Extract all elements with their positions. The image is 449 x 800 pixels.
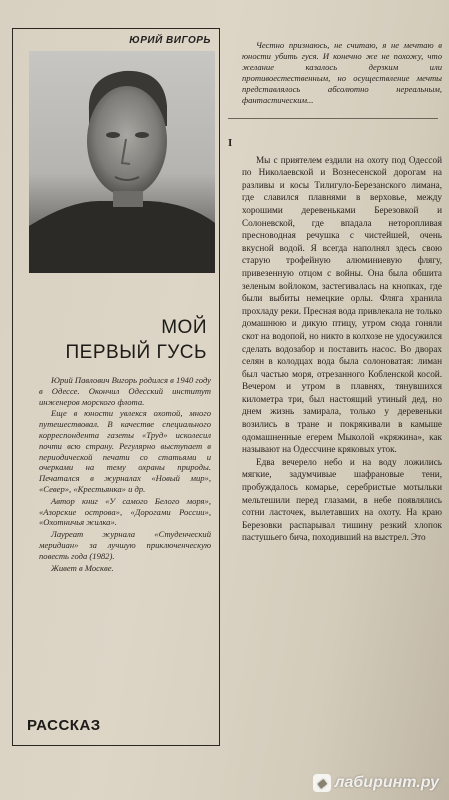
epigraph	[242, 40, 442, 106]
body-paragraph: Едва вечерело небо и на воду ложились мягкие, задумчивые шафрановые тени, пробуждалось комарье, серебристые мотыльки мельтешили перед глазами, в небе появлялись сотни ласточек, вылетавших на охоту. На краю Березовки распарывал тишину резкий хлопок пастушьего бича, походивший на выстрел. Это	[242, 456, 442, 543]
author-panel	[12, 28, 220, 746]
bio-paragraph: Еще в юности увлекся охотой, много путешествовал. В качестве специального корреспондента газеты «Труд» исколесил почти всю страну. Регулярно выступает в периодической печати со статьями и очерками на тему охраны природы. Печатался в журналах «Новый мир», «Север», «Крестьянка» и др.	[39, 408, 211, 494]
body-paragraph: Мы с приятелем ездили на охоту под Одессой по Николаевской и Вознесенской дорогам на разливы и косы Тилигуло-Березанского лимана, где славился плавнями в верховье, между хорошими деревеньками Березовкой и Солоневской, где впадала неторопливая пресноводная речушка с чистейшей, очень вкусной водой. Я всегда наполнял здесь свою старую трофейную алюминиевую флягу, привезенную отцом с войны. Она была обшита зеленым войлоком, застегивалась на кнопках, где были выбиты немецкие орлы. Фляга хранила прохладу реки. Пресная вода привлекала не только домашнюю и дикую птицу, утром сюда гоняли скот на водопой, но никто в колхозе не удосужился сделать водозабор и поставить насос. Во дворах селян в колодцах вода была солоноватая: лиман был частью моря, отрезанного Кобленской косой. Вечером и утром в плавнях, тянувшихся километра три, был настоящий утиный дед, но днем жизнь замирала, только у деревеньки возились в тране и покрякивали в камыше одомашненные егерем Мыколой «кряжина», как называют на Одессчине кряковых уток.	[242, 154, 442, 455]
author-portrait	[29, 51, 215, 273]
story-column	[228, 40, 442, 544]
bio-paragraph: Автор книг «У самого Белого моря», «Азорские острова», «Дорогами России», «Охотничья жилка».	[39, 495, 211, 528]
watermark-text: лабиринт.ру	[334, 774, 439, 791]
watermark-logo-icon: ◆	[313, 774, 331, 792]
site-watermark	[313, 774, 439, 792]
section-number: I	[228, 137, 233, 149]
story-title	[66, 315, 207, 365]
portrait-image	[29, 51, 215, 273]
story-body	[242, 154, 442, 544]
bio-paragraph: Лауреат журнала «Студенческий меридиан» за лучшую приключенческую повесть года (1982).	[39, 529, 211, 561]
section-divider	[228, 118, 438, 119]
author-name: ЮРИЙ ВИГОРЬ	[129, 35, 211, 46]
bio-paragraph: Юрий Павлович Вигорь родился в 1940 году в Одессе. Окончил Одесский институт инженеров морского флота.	[39, 375, 211, 407]
bio-paragraph: Живет в Москве.	[51, 562, 114, 573]
genre-rubric: РАССКАЗ	[27, 717, 101, 734]
epigraph-paragraph: Честно признаюсь, не считаю, я не мечтаю в юности убить гуся. И конечно же не похожу, что желание казалось дерзким или противоестественным, но осуществление мечты представлялось абсолютно нереальным, фантастическим...	[242, 40, 442, 105]
title-line-2: ПЕРВЫЙ ГУСЬ	[65, 342, 207, 363]
title-line-1: МОЙ	[161, 317, 207, 338]
author-bio	[39, 375, 211, 574]
